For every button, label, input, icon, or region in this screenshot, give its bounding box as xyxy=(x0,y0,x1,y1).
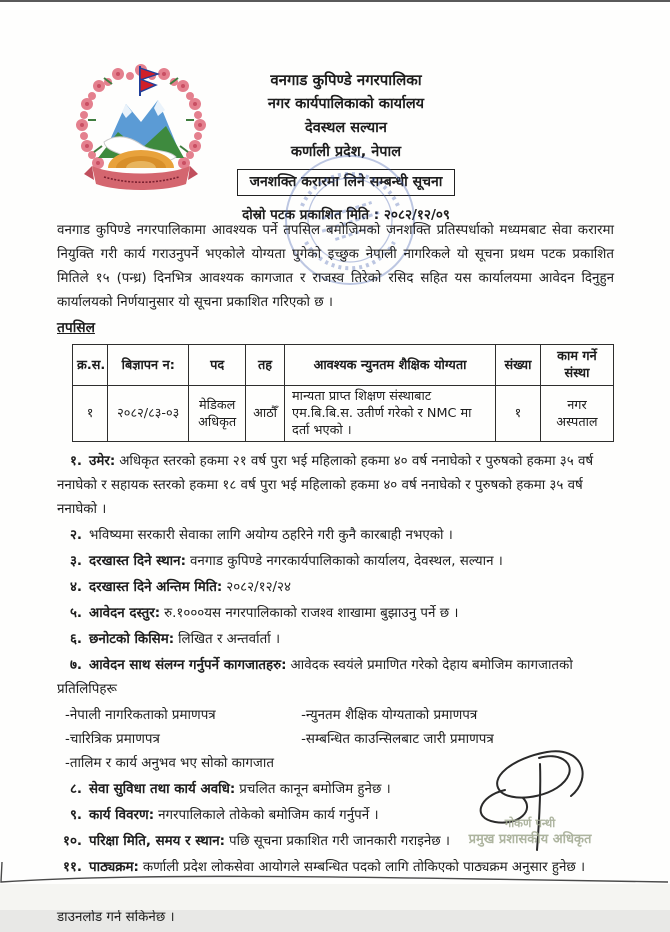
office-name: नगर कार्यपालिकाको कार्यालय xyxy=(267,96,425,112)
letterhead xyxy=(120,68,572,223)
document-item: -नेपाली नागरिकताको प्रमाणपत्र xyxy=(65,708,216,723)
term-item-6: ६. छनोटको किसिम: लिखित र अन्तर्वार्ता । xyxy=(69,632,281,647)
signatory-block xyxy=(428,816,632,849)
cell-qualification: मान्यता प्राप्त शिक्षण संस्थाबाट एम.बि.बि.स. उतीर्ण गरेको र NMC मा दर्ता भएको । xyxy=(285,386,496,442)
term-item-10: १०. परिक्षा मिति, समय र स्थान: पछि सूचना प्रकाशित गरी जानकारी गराइनेछ । xyxy=(62,834,451,849)
cell-level: आठौँ xyxy=(246,386,285,442)
document-item: -तालिम र कार्य अनुभव भए सोको कागजात xyxy=(65,756,274,771)
document-item: -न्युनतम शैक्षिक योग्यताको प्रमाणपत्र xyxy=(301,708,478,723)
vacancy-table xyxy=(72,344,614,442)
term-item-5: ५. आवेदन दस्तुर: रु.१०००यस नगरपालिकाको राजश्व शाखामा बुझाउनु पर्ने छ । xyxy=(69,606,459,621)
office-address: देवस्थल सल्यान xyxy=(305,120,387,136)
terms-list xyxy=(57,450,614,702)
term-item-11: ११. पाठ्यक्रम: कर्णाली प्रदेश लोकसेवा आयोगले सम्बन्धित पदको लागि तोकिएको पाठ्यक्रम अनुसार हुनेछ । xyxy=(62,860,586,875)
province-line: कर्णाली प्रदेश, नेपाल xyxy=(290,144,402,160)
document-item: -सम्बन्धित काउन्सिलबाट जारी प्रमाणपत्र xyxy=(301,732,494,747)
term-item-1: १. उमेर: अधिकृत स्तरको हकमा २१ वर्ष पुरा भई महिलाको हकमा ४० वर्ष ननाघेको र पुरुषको हकमा ३५ वर्ष ननाघेको र सहायक स्तरको हकमा १८ वर्ष पुरा भई महिलाको हकमा ४० वर्ष ननाघेको र पुरुषको हकमा ३५ वर्ष ननाघेको । xyxy=(57,454,594,517)
cell-post: मेडिकल अधिकृत xyxy=(189,386,246,442)
col-post: पद xyxy=(189,345,246,386)
col-qualification: आवश्यक न्युनतम शैक्षिक योग्यता xyxy=(285,345,496,386)
col-count: संख्या xyxy=(496,345,541,386)
intro-paragraph: वनगाड कुपिण्डे नगरपालिकामा आवश्यक पर्ने तपसिल बमोजिमको जनशक्ति प्रतिस्पर्धाको मध्यमबाट सेवा करारमा नियुक्ति गरी कार्य गराउनुपर्ने भएकोले योग्यता पुगेको इच्छुक नेपाली नागरिकले यो सूचना प्रथम पटक प्रकाशित मितिले १५ (पन्ध्र) दिनभित्र आवश्यक कागजात र राजस्व तिरेको रसिद सहित यस कार्यालयमा आवेदन दिनुहुन कार्यालयको निर्णयानुसार यो सूचना प्रकाशित गरिएको छ । xyxy=(57,223,614,310)
table-header-row xyxy=(73,345,614,386)
col-level: तह xyxy=(246,345,285,386)
notice-title: जनशक्ति करारमा लिने सम्बन्धी सूचना xyxy=(237,169,456,196)
document-item: -चारित्रिक प्रमाणपत्र xyxy=(65,732,160,747)
term-item-8: ८. सेवा सुविधा तथा कार्य अवधि: प्रचलित कानून बमोजिम हुनेछ । xyxy=(69,782,391,797)
table-row xyxy=(73,386,614,442)
scan-background xyxy=(0,884,670,910)
term-item-12: डाउनलोड गर्न सकिनेछ । xyxy=(57,882,614,930)
signatory-name: गोकर्ण पन्थी xyxy=(504,816,556,830)
cell-workplace: नगर अस्पताल xyxy=(540,386,613,442)
cell-count: १ xyxy=(496,386,541,442)
term-item-3: ३. दरखास्त दिने स्थान: वनगाड कुपिण्डे नगरकार्यपालिकाको कार्यालय, देवस्थल, सल्यान । xyxy=(69,554,503,569)
publish-date-line: दोस्रो पटक प्रकाशित मिति : २०८२/१२/०९ xyxy=(242,207,450,223)
term-item-4: ४. दरखास्त दिने अन्तिम मिति: २०८२/१२/२४ xyxy=(69,580,291,595)
col-workplace: काम गर्ने संस्था xyxy=(540,345,613,386)
cell-serial: १ xyxy=(73,386,108,442)
documents-column-1 xyxy=(65,704,301,776)
term-item-9: ९. कार्य विवरण: नगरपालिकाले तोकेको बमोजिम कार्य गर्नुपर्ने । xyxy=(69,808,379,823)
signatory-title: प्रमुख प्रशासकीय अधिकृत xyxy=(468,832,592,847)
org-name: वनगाड कुपिण्डे नगरपालिका xyxy=(270,71,422,89)
term-item-2: २. भविष्यमा सरकारी सेवाका लागि अयोग्य ठहरिने गरी कुनै कारबाही नभएको । xyxy=(69,528,453,543)
col-serial: क्र.स. xyxy=(73,345,108,386)
tapasil-heading: तपसिल xyxy=(57,320,95,336)
term-item-7: ७. आवेदन साथ संलग्न गर्नुपर्ने कागजातहरु: आवेदक स्वयंले प्रमाणित गरेको देहाय बमोजिम कागजातको प्रतिलिपिहरू xyxy=(57,658,573,697)
col-advert-no: बिज्ञापन न: xyxy=(108,345,189,386)
cell-advert-no: २०८२/८३-०३ xyxy=(108,386,189,442)
scan-top-edge xyxy=(0,0,670,2)
